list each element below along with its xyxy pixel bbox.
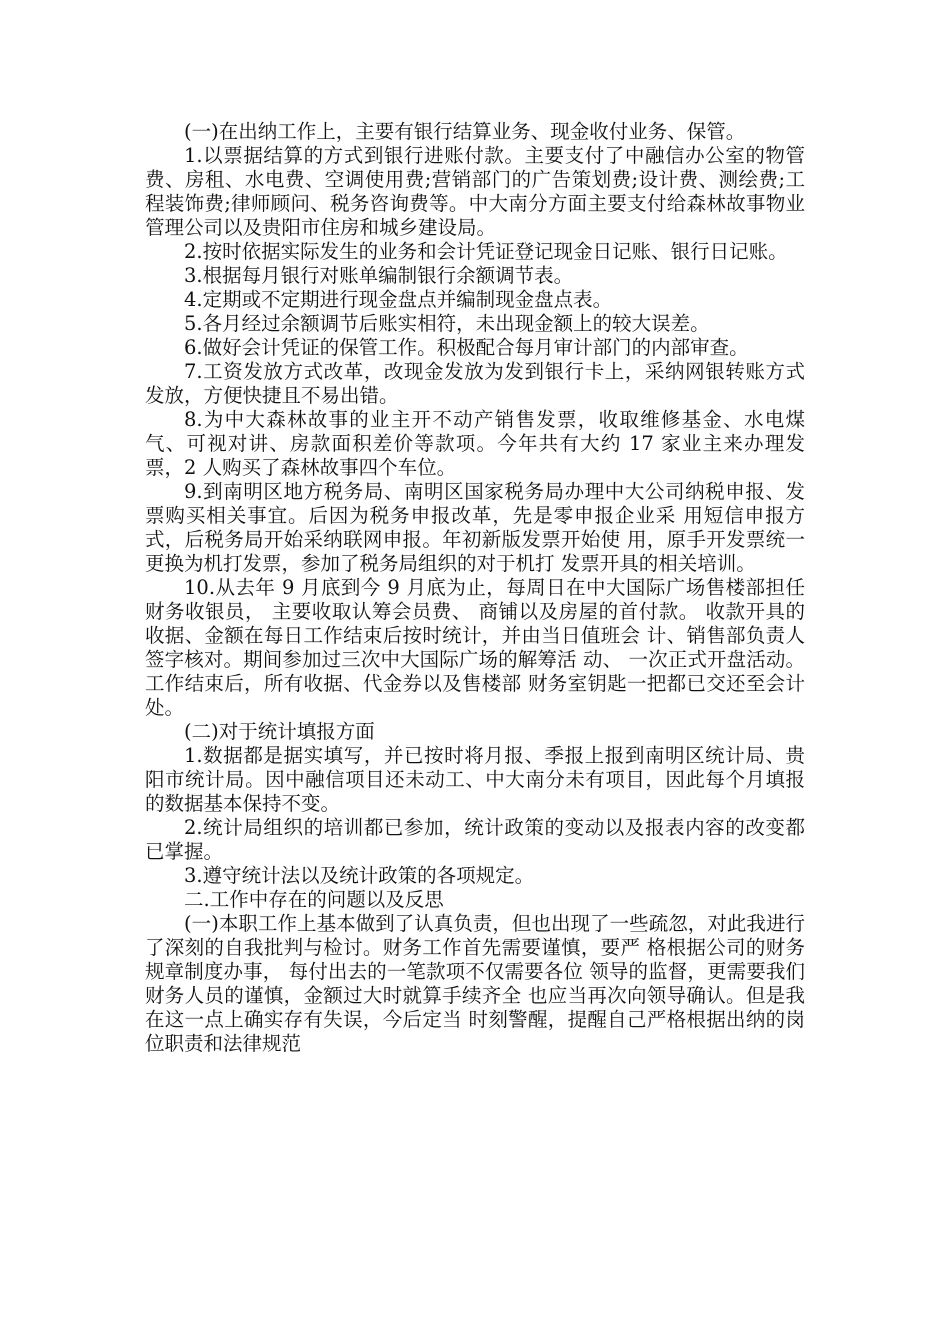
paragraph-item-1: 1.以票据结算的方式到银行进账付款。主要支付了中融信办公室的物管费、房租、水电费、空调使用费;营销部门的广告策划费;设计费、测绘费;工程装饰费;律师顾问、税务咨询费等。中大南分方面主要支付给森林故事物业管理公司以及贵阳市住房和城乡建设局。 (145, 144, 805, 239)
paragraph-item-3: 3.根据每月银行对账单编制银行余额调节表。 (184, 264, 574, 287)
section-heading-problems: 二.工作中存在的问题以及反思 (184, 888, 444, 911)
paragraph-item-8: 8.为中大森林故事的业主开不动产销售发票，收取维修基金、水电煤气、可视对讲、房款面积差价等款项。今年共有大约 17 家业主来办理发票，2 人购买了森林故事四个车位。 (145, 408, 805, 479)
paragraph-stat-3: 3.遵守统计法以及统计政策的各项规定。 (184, 864, 535, 887)
paragraph-reflection: (一)本职工作上基本做到了认真负责，但也出现了一些疏忽，对此我进行了深刻的自我批判与检讨。财务工作首先需要谨慎，要严 格根据公司的财务规章制度办事， 每付出去的一笔款项不仅需要各位 领导的监督，更需要我们财务人员的谨慎，金额过大时就算手续齐全 也应当再次向领导确认。但是我在这一点上确实存有失误，今后定当 时刻警醒，提醒自己严格根据出纳的岗位职责和法律规范 (145, 912, 805, 1055)
paragraph-item-4: 4.定期或不定期进行现金盘点并编制现金盘点表。 (184, 288, 613, 311)
paragraph-item-6: 6.做好会计凭证的保管工作。积极配合每月审计部门的内部审查。 (184, 336, 749, 359)
section-heading-cashier: (一)在出纳工作上，主要有银行结算业务、现金收付业务、保管。 (184, 120, 746, 143)
paragraph-item-5: 5.各月经过余额调节后账实相符，未出现金额上的较大误差。 (184, 312, 710, 335)
paragraph-stat-2: 2.统计局组织的培训都已参加，统计政策的变动以及报表内容的改变都已掌握。 (145, 816, 805, 863)
paragraph-item-10: 10.从去年 9 月底到今 9 月底为止，每周日在中大国际广场售楼部担任财务收银员， 主要收取认筹会员费、 商铺以及房屋的首付款。 收款开具的收据、金额在每日工作结束后按时统计，并由当日值班会 计、销售部负责人签字核对。期间参加过三次中大国际广场的解筹活 动、 一次正式开盘活动。工作结束后，所有收据、代金券以及售楼部 财务室钥匙一把都已交还至会计处。 (145, 576, 805, 719)
section-heading-statistics: (二)对于统计填报方面 (184, 720, 375, 743)
paragraph-item-9: 9.到南明区地方税务局、南明区国家税务局办理中大公司纳税申报、发票购买相关事宜。后因为税务申报改革，先是零申报企业采 用短信申报方式，后税务局开始采纳联网申报。年初新版发票开始使 用，原手开发票统一更换为机打发票，参加了税务局组织的对于机打 发票开具的相关培训。 (145, 480, 805, 575)
paragraph-stat-1: 1.数据都是据实填写，并已按时将月报、季报上报到南明区统计局、贵阳市统计局。因中融信项目还未动工、中大南分未有项目，因此每个月填报的数据基本保持不变。 (145, 744, 805, 815)
paragraph-item-2: 2.按时依据实际发生的业务和会计凭证登记现金日记账、银行日记账。 (184, 240, 788, 263)
paragraph-item-7: 7.工资发放方式改革，改现金发放为发到银行卡上，采纳网银转账方式发放，方便快捷且不易出错。 (145, 360, 805, 407)
document-body (145, 120, 805, 1056)
